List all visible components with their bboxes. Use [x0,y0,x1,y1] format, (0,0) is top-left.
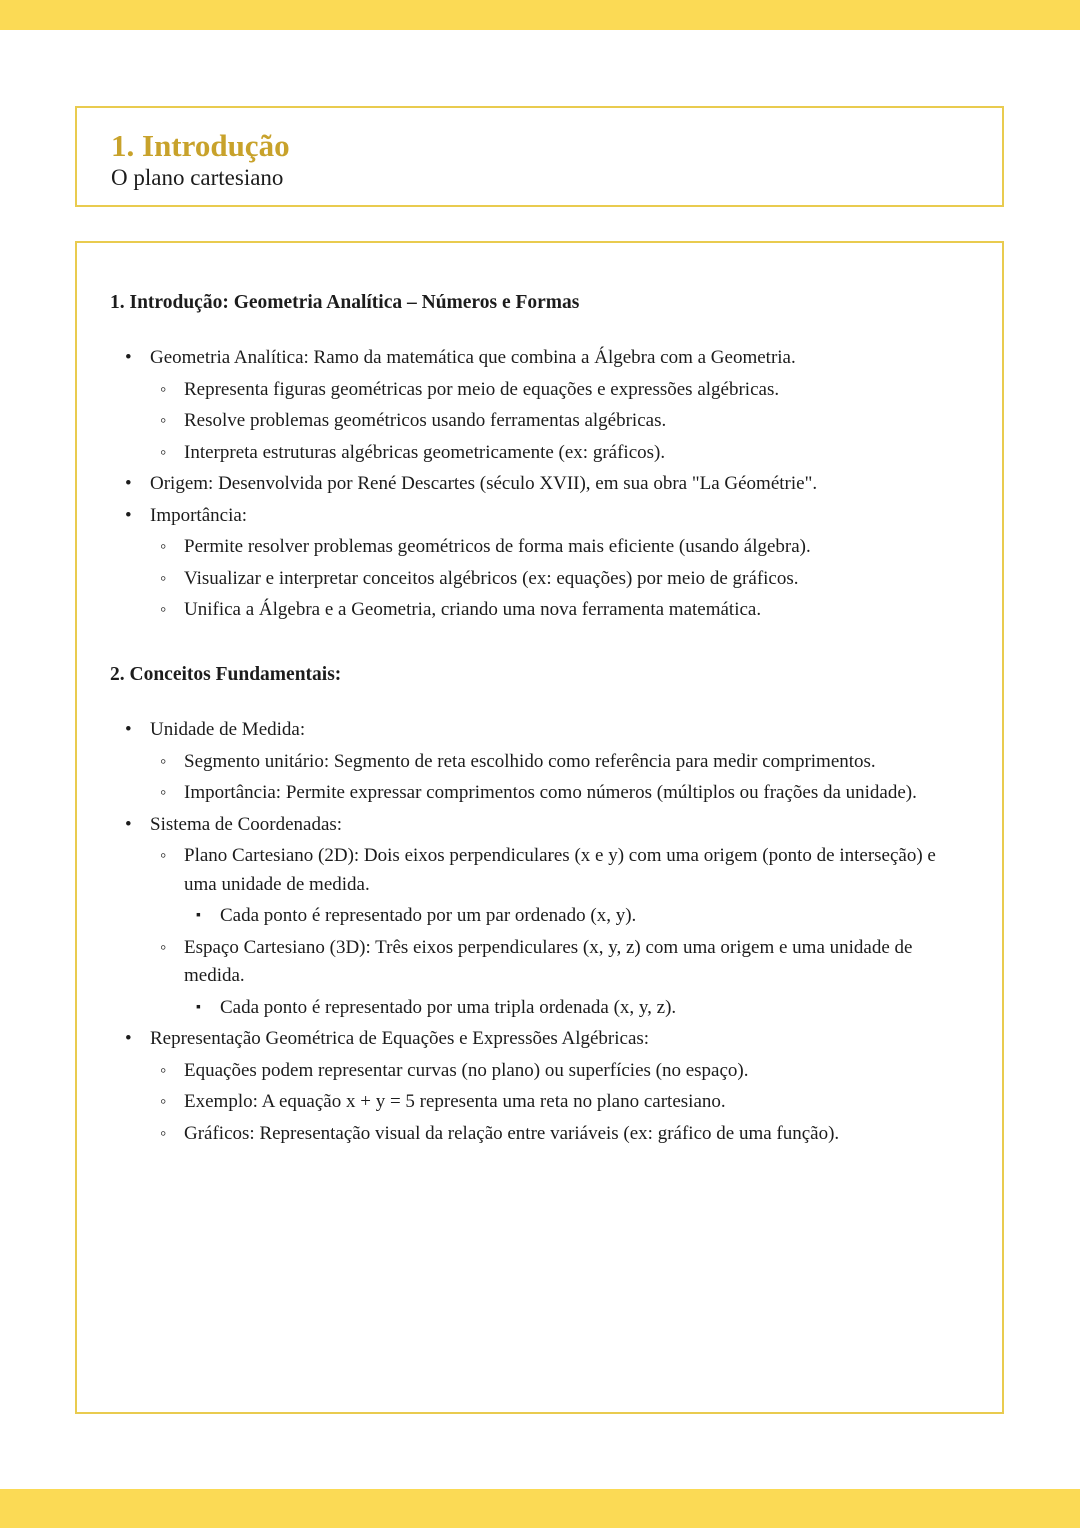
section-heading: 2. Conceitos Fundamentais: [110,663,342,685]
page-subtitle: O plano cartesiano [111,164,284,190]
circle-bullet-icon: ◦ [160,750,167,771]
page-title: 1. Introdução [111,128,290,163]
content-section [110,661,968,1148]
list-item-text: Sistema de Coordenadas: [150,813,343,835]
list-item [160,596,968,625]
list-item [160,1057,968,1086]
list-item-text: Visualizar e interpretar conceitos algébricos (ex: equações) por meio de gráficos. [184,567,799,589]
list-item-text: Unidade de Medida: [150,719,306,741]
circle-bullet-icon: ◦ [160,599,167,620]
list-item [160,1088,968,1117]
list-item [160,565,968,594]
list-item [125,716,968,745]
circle-bullet-icon: ◦ [160,536,167,557]
content-section [110,289,968,625]
list-item-text: Gráficos: Representação visual da relação entre variáveis (ex: gráfico de uma função). [184,1122,840,1144]
list-item-text: Cada ponto é representado por um par ordenado (x, y). [220,905,637,927]
list-item [160,439,968,468]
list-item-text: Exemplo: A equação x + y = 5 representa uma reta no plano cartesiano. [184,1091,726,1113]
list-item [160,779,968,808]
list-item [125,344,968,373]
list-item-text: Representação Geométrica de Equações e Expressões Algébricas: [150,1028,650,1050]
square-bullet-icon: ▪ [196,999,201,1015]
list-item [160,376,968,405]
content-card [75,241,1004,1414]
list-item [125,811,968,840]
square-bullet-icon: ▪ [196,908,201,924]
list-item [125,502,968,531]
list-item [160,842,968,899]
section-heading: 1. Introdução: Geometria Analítica – Números e Formas [110,292,580,313]
list-item [160,934,968,991]
disc-bullet-icon: • [125,719,132,741]
bottom-accent-bar [0,1489,1080,1528]
circle-bullet-icon: ◦ [160,782,167,803]
circle-bullet-icon: ◦ [160,441,167,462]
circle-bullet-icon: ◦ [160,567,167,588]
list-item [125,470,968,499]
list-item [196,994,968,1023]
circle-bullet-icon: ◦ [160,1122,167,1143]
list-item-text: Plano Cartesiano (2D): Dois eixos perpendiculares (x e y) com uma origem (ponto de interseção) e uma unidade de medida. [184,845,936,895]
list-item [160,748,968,777]
disc-bullet-icon: • [125,1028,132,1050]
list-item-text: Resolve problemas geométricos usando ferramentas algébricas. [184,410,667,432]
list-item-text: Espaço Cartesiano (3D): Três eixos perpendiculares (x, y, z) com uma origem e uma unidade de medida. [184,936,913,987]
disc-bullet-icon: • [125,504,132,526]
list-item-text: Importância: [150,504,248,526]
list-item [160,407,968,436]
circle-bullet-icon: ◦ [160,936,167,957]
disc-bullet-icon: • [125,347,132,369]
list-item [160,1120,968,1149]
disc-bullet-icon: • [125,473,132,495]
list-item-text: Interpreta estruturas algébricas geometricamente (ex: gráficos). [184,441,666,463]
list-item-text: Cada ponto é representado por uma tripla ordenada (x, y, z). [220,996,677,1018]
list-item-text: Segmento unitário: Segmento de reta escolhido como referência para medir comprimentos. [184,750,876,772]
circle-bullet-icon: ◦ [160,410,167,431]
list-item-text: Equações podem representar curvas (no plano) ou superfícies (no espaço). [184,1059,749,1081]
list-item-text: Geometria Analítica: Ramo da matemática que combina a Álgebra com a Geometria. [150,347,796,369]
disc-bullet-icon: • [125,813,132,835]
list-item-text: Origem: Desenvolvida por René Descartes (século XVII), em sua obra "La Géométrie". [150,473,818,495]
circle-bullet-icon: ◦ [160,845,167,866]
title-card [75,106,1004,207]
list-item [125,1025,968,1054]
list-item [196,902,968,931]
sections-container [110,289,968,1148]
circle-bullet-icon: ◦ [160,1059,167,1080]
list-item-text: Representa figuras geométricas por meio de equações e expressões algébricas. [184,378,780,400]
top-accent-bar [0,0,1080,30]
list-item [160,533,968,562]
circle-bullet-icon: ◦ [160,1091,167,1112]
list-item-text: Permite resolver problemas geométricos de forma mais eficiente (usando álgebra). [184,536,811,558]
list-item-text: Unifica a Álgebra e a Geometria, criando uma nova ferramenta matemática. [184,599,762,621]
list-item-text: Importância: Permite expressar comprimentos como números (múltiplos ou frações da unidade). [184,782,917,804]
circle-bullet-icon: ◦ [160,378,167,399]
